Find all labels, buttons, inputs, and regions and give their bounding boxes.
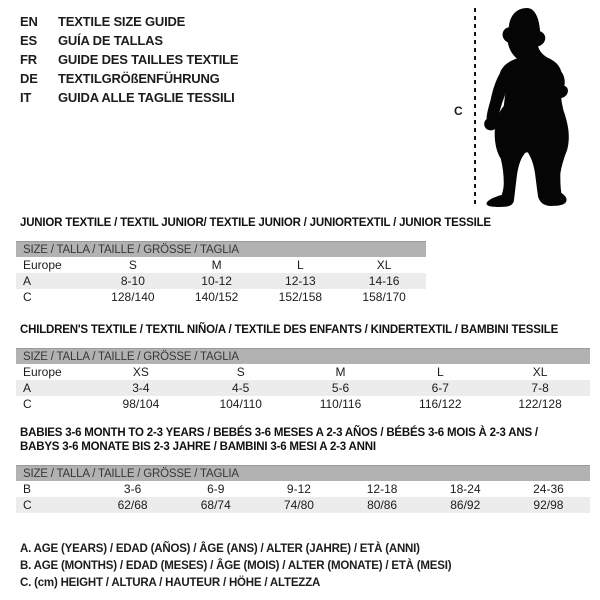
language-row bbox=[20, 69, 238, 88]
table-cell: 116/122 bbox=[419, 397, 462, 411]
row-label: C bbox=[23, 498, 32, 512]
language-label: TEXTILE SIZE GUIDE bbox=[58, 14, 186, 29]
size-table bbox=[16, 465, 590, 513]
footnote: C. (cm) HEIGHT / ALTURA / HAUTEUR / HÖHE / ALTEZZA bbox=[20, 577, 321, 589]
table-row bbox=[16, 396, 590, 412]
language-label: TEXTILGRÖßENFÜHRUNG bbox=[58, 71, 220, 86]
row-label: Europe bbox=[23, 258, 62, 272]
table-cell: XS bbox=[132, 365, 149, 379]
table-cell: S bbox=[128, 258, 137, 272]
table-cell: 152/158 bbox=[278, 290, 323, 304]
table-cell: 3-4 bbox=[132, 381, 150, 395]
table-cell: 98/104 bbox=[122, 397, 160, 411]
table-cell: S bbox=[236, 365, 245, 379]
table-title-line: BABYS 3-6 MONATE BIS 2-3 JAHRE / BAMBINI 3-6 MESI A 2-3 ANNI bbox=[20, 441, 376, 453]
table-cell: 3-6 bbox=[123, 482, 142, 496]
table-row bbox=[16, 364, 590, 380]
junior-textile-section bbox=[0, 216, 600, 305]
table-title-line: JUNIOR TEXTILE / TEXTIL JUNIOR/ TEXTILE JUNIOR / JUNIORTEXTIL / JUNIOR TESSILE bbox=[20, 217, 491, 229]
language-row bbox=[20, 88, 238, 107]
table-cell: 9-12 bbox=[286, 482, 311, 496]
table-row bbox=[16, 497, 590, 513]
table-row bbox=[16, 273, 426, 289]
table-cell: 18-24 bbox=[449, 482, 481, 496]
table-cell: 6-9 bbox=[207, 482, 225, 496]
table-cell: 6-7 bbox=[431, 381, 449, 395]
table-cell: 24-36 bbox=[533, 482, 564, 496]
row-label: C bbox=[23, 397, 32, 411]
language-label: GUÍA DE TALLAS bbox=[58, 33, 163, 48]
tables-area bbox=[0, 216, 600, 513]
table-cell: 4-5 bbox=[232, 381, 250, 395]
childrens-textile-section bbox=[0, 323, 600, 412]
height-measure-label: C bbox=[454, 104, 463, 118]
table-cell: 158/170 bbox=[362, 290, 406, 304]
table-title-line: BABIES 3-6 MONTH TO 2-3 YEARS / BEBÉS 3-6 MESES A 2-3 AÑOS / BÉBÉS 3-6 MOIS À 2-3 ANS / bbox=[20, 427, 538, 439]
table-cell: 12-18 bbox=[366, 482, 398, 496]
language-row bbox=[20, 31, 238, 50]
table-cell: 8-10 bbox=[120, 274, 145, 288]
table-row bbox=[16, 289, 426, 305]
table-cell: M bbox=[211, 258, 222, 272]
table-cell: L bbox=[297, 258, 304, 272]
size-header-bar: SIZE / TALLA / TAILLE / GRÖSSE / TAGLIA bbox=[16, 241, 426, 257]
row-label: B bbox=[23, 482, 32, 496]
language-code: ES bbox=[20, 33, 37, 48]
table-cell: 86/92 bbox=[450, 498, 481, 512]
table-cell: 62/68 bbox=[117, 498, 148, 512]
table-cell: XL bbox=[532, 365, 548, 379]
language-row bbox=[20, 50, 238, 69]
language-code: IT bbox=[20, 90, 32, 105]
language-code: DE bbox=[20, 71, 38, 86]
table-cell: 80/86 bbox=[367, 498, 398, 512]
table-row bbox=[16, 481, 590, 497]
table-title bbox=[20, 216, 600, 230]
table-cell: 74/80 bbox=[283, 498, 314, 512]
header-area bbox=[0, 0, 600, 212]
row-label: A bbox=[23, 274, 32, 288]
table-cell: 92/98 bbox=[533, 498, 564, 512]
language-label: GUIDA ALLE TAGLIE TESSILI bbox=[58, 90, 235, 105]
size-header-bar: SIZE / TALLA / TAILLE / GRÖSSE / TAGLIA bbox=[16, 348, 590, 364]
table-title-line: CHILDREN'S TEXTILE / TEXTIL NIÑO/A / TEXTILE DES ENFANTS / KINDERTEXTIL / BAMBINI TESSILE bbox=[20, 324, 559, 336]
language-code: EN bbox=[20, 14, 38, 29]
size-table bbox=[16, 348, 590, 412]
table-cell: M bbox=[335, 365, 346, 379]
table-cell: 14-16 bbox=[368, 274, 400, 288]
table-title bbox=[20, 323, 600, 337]
table-row bbox=[16, 257, 426, 273]
footnote: A. AGE (YEARS) / EDAD (AÑOS) / ÂGE (ANS) / ALTER (JAHRE) / ETÀ (ANNI) bbox=[20, 543, 420, 555]
table-cell: 10-12 bbox=[201, 274, 232, 288]
table-cell: L bbox=[436, 365, 444, 379]
row-label: Europe bbox=[23, 365, 62, 379]
table-cell: 122/128 bbox=[518, 397, 562, 411]
table-cell: 128/140 bbox=[111, 290, 155, 304]
size-header-bar: SIZE / TALLA / TAILLE / GRÖSSE / TAGLIA bbox=[16, 465, 590, 481]
language-list bbox=[20, 12, 238, 107]
height-dashed-line bbox=[474, 8, 476, 206]
row-label: A bbox=[23, 381, 32, 395]
table-cell: 104/110 bbox=[219, 397, 262, 411]
table-cell: 68/74 bbox=[200, 498, 231, 512]
footnotes bbox=[20, 541, 600, 592]
table-title bbox=[20, 426, 600, 454]
babies-textile-section bbox=[0, 426, 600, 513]
measurement-figure bbox=[452, 6, 598, 208]
baby-silhouette-icon bbox=[482, 6, 574, 208]
footnote: B. AGE (MONTHS) / EDAD (MESES) / ÂGE (MOIS) / ALTER (MONATE) / ETÀ (MESI) bbox=[20, 560, 452, 572]
table-row bbox=[16, 380, 590, 396]
size-table bbox=[16, 241, 426, 305]
language-row bbox=[20, 12, 238, 31]
table-cell: 12-13 bbox=[285, 274, 316, 288]
table-cell: XL bbox=[376, 258, 392, 272]
row-label: C bbox=[23, 290, 32, 304]
table-cell: 7-8 bbox=[531, 381, 549, 395]
language-label: GUIDE DES TAILLES TEXTILE bbox=[58, 52, 239, 67]
table-cell: 110/116 bbox=[319, 397, 362, 411]
table-cell: 140/152 bbox=[194, 290, 239, 304]
language-code: FR bbox=[20, 52, 37, 67]
table-cell: 5-6 bbox=[331, 381, 350, 395]
